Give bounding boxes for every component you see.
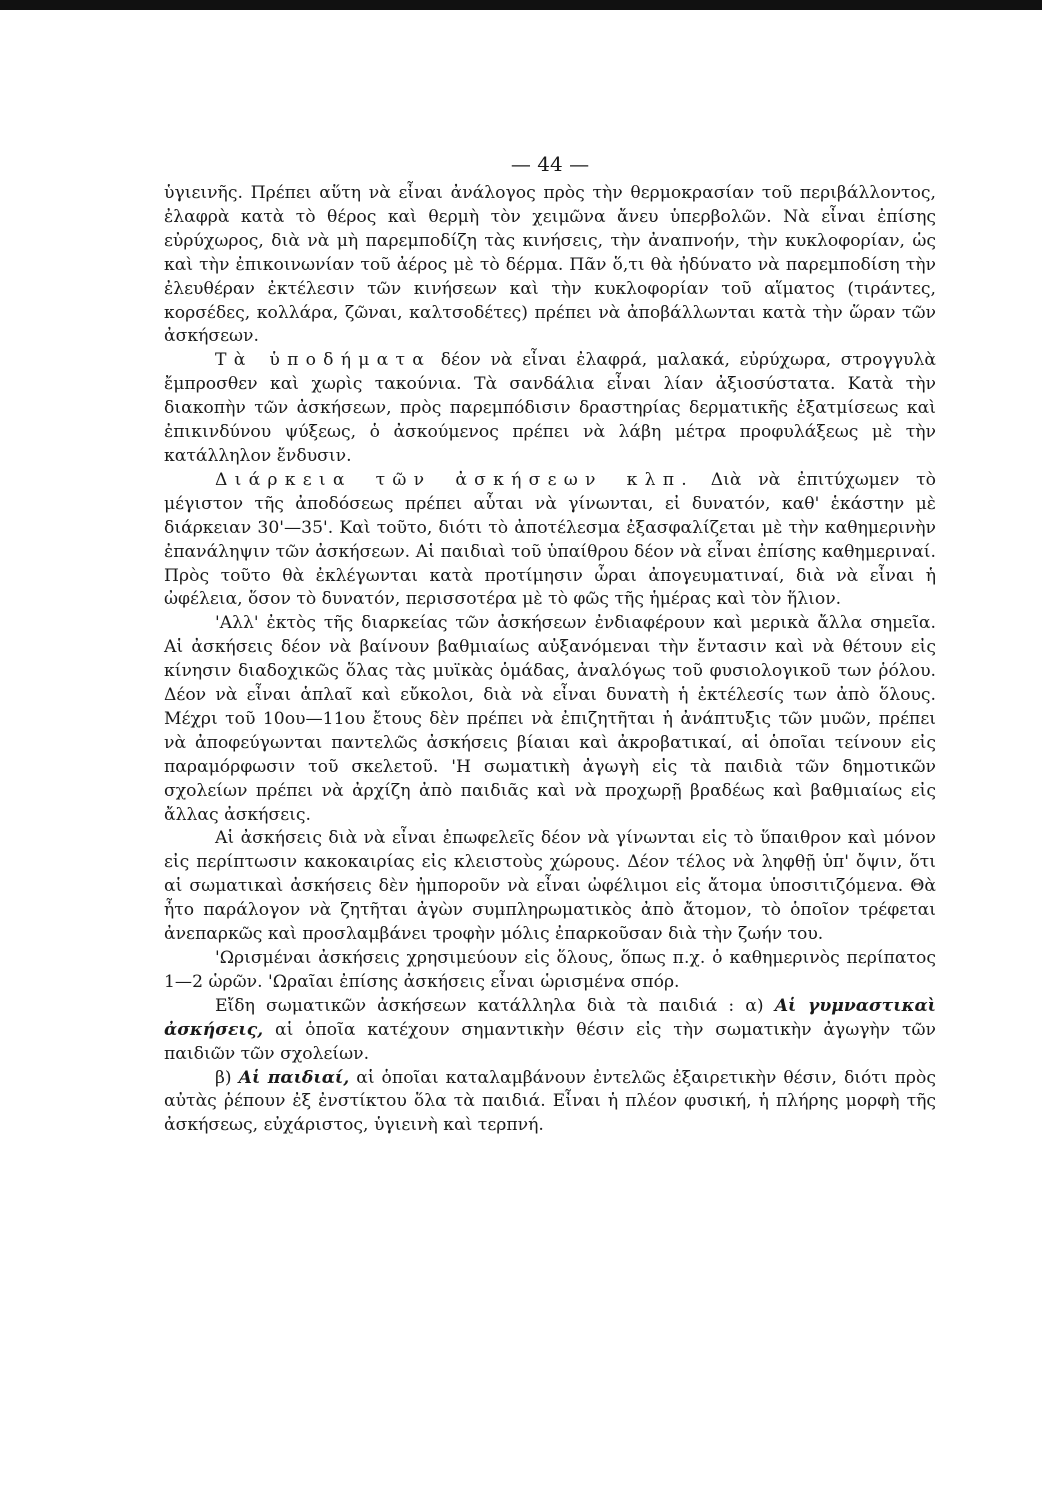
- paragraph-exercise-types-intro: Εἴδη σωματικῶν ἀσκήσεων κατάλληλα διὰ τὰ παιδιά : α): [215, 995, 775, 1016]
- paragraph-outdoors: Αἱ ἀσκήσεις διὰ νὰ εἶναι ἐπωφελεῖς δέον νὰ γίνωνται εἰς τὸ ὕπαιθρον καὶ μόνον εἰς περίπτωσιν κακοκαιρίας εἰς κλειστοὺς χώρους. Δέον τέλος νὰ ληφθῇ ὑπ' ὄψιν, ὅτι αἱ σωματικαὶ ἀσκήσεις δὲν ἠμποροῦν νὰ εἶναι ὠφέλιμοι εἰς ἄτομα ὑποσιτιζόμενα. Θὰ ἦτο παράλογον νὰ ζητῆται ἀγὼν συμπληρωματικὸς ἀπὸ ἄτομον, τὸ ὁποῖον τρέφεται ἀνεπαρκῶς καὶ προσλαμβάνει τροφὴν μόλις ἐπαρκοῦσαν διὰ τὴν ζωήν του.: [164, 828, 936, 945]
- paragraph-exercise-types-text: αἱ ὁποῖα κατέχουν σημαντικὴν θέσιν εἰς τὴν σωματικὴν ἀγωγὴν τῶν παιδιῶν τῶν σχολείων.: [164, 1019, 936, 1064]
- paragraph-duration-text: Διὰ νὰ ἐπιτύχωμεν τὸ μέγιστον τῆς ἀποδόσεως πρέπει αὗται νὰ γίνωνται, εἰ δυνατόν, καθ' ἑκάστην μὲ διάρκειαν 30'—35'. Καὶ τοῦτο, διότι τὸ ἀποτέλεσμα ἐξασφαλίζεται μὲ τὴν καθημερινὴν ἐπανάληψιν τῶν ἀσκήσεων. Αἱ παιδιαὶ τοῦ ὑπαίθρου δέον νὰ εἶναι ἐπίσης καθημεριναί. Πρὸς τοῦτο θὰ ἐκλέγωνται κατὰ προτίμησιν ὧραι ἀπογευματιναί, διὰ νὰ εἶναι ἡ ὠφέλεια, ὅσον τὸ δυνατόν, περισσοτέρα μὲ τὸ φῶς τῆς ἡμέρας καὶ τὸν ἥλιον.: [164, 469, 936, 610]
- term-duration: Διάρκεια τῶν ἀσκήσεων κλπ.: [215, 469, 694, 490]
- scan-top-border: [0, 0, 1042, 10]
- term-gymnastic-exercises: Αἱ γυμναστικαὶ ἀσκήσεις,: [164, 995, 936, 1040]
- paragraph-exercise-types: [164, 995, 936, 1067]
- paragraph-games-marker: β): [215, 1067, 239, 1088]
- term-games: Αἱ παιδιαί,: [238, 1067, 350, 1088]
- page-number: — 44 —: [510, 152, 590, 176]
- paragraph-duration: [164, 469, 936, 612]
- paragraph-games: [164, 1067, 936, 1139]
- paragraph-clothing: ὑγιεινῆς. Πρέπει αὕτη νὰ εἶναι ἀνάλογος πρὸς τὴν θερμοκρασίαν τοῦ περιβάλλοντος, ἐλαφρὰ κατὰ τὸ θέρος καὶ θερμὴ τὸν χειμῶνα ἄνευ ὑπερβολῶν. Νὰ εἶναι ἐπίσης εὐρύχωρος, διὰ νὰ μὴ παρεμποδίζη τὰς κινήσεις, τὴν ἀναπνοήν, τὴν κυκλοφορίαν, ὡς καὶ τὴν ἐπικοινωνίαν τοῦ ἀέρος μὲ τὸ δέρμα. Πᾶν ὅ,τι θὰ ἠδύνατο νὰ παρεμποδίση τὴν ἐλευθέραν ἐκτέλεσιν τῶν κινήσεων καὶ τὴν κυκλοφορίαν τοῦ αἵματος (τιράντες, κορσέδες, κολλάρα, ζῶναι, καλτσοδέτες) πρέπει νὰ ἀποβάλλωνται κατὰ τὴν ὥραν τῶν ἀσκήσεων.: [164, 183, 936, 347]
- paragraph-footwear: [164, 349, 936, 469]
- paragraph-footwear-text: δέον νὰ εἶναι ἐλαφρά, μαλακά, εὐρύχωρα, στρογγυλὰ ἔμπροσθεν καὶ χωρὶς τακούνια. Τὰ σανδάλια εἶναι λίαν ἀξιοσύστατα. Κατὰ τὴν διακοπὴν τῶν ἀσκήσεων, πρὸς παρεμπόδισιν δραστηρίας δερματικῆς ἐξατμίσεως καὶ ἐπικινδύνου ψύξεως, ὁ ἀσκούμενος πρέπει νὰ λάβη μέτρα προφυλάξεως μὲ τὴν κατάλληλον ἔνδυσιν.: [164, 350, 936, 466]
- paragraph-daily-walk: 'Ωρισμέναι ἀσκήσεις χρησιμεύουν εἰς ὅλους, ὅπως π.χ. ὁ καθημερινὸς περίπατος 1—2 ὡρῶν. 'Ωραῖαι ἐπίσης ἀσκήσεις εἶναι ὡρισμένα σπόρ.: [164, 948, 936, 992]
- page-body: [164, 182, 936, 1138]
- paragraph-games-text: αἱ ὁποῖαι καταλαμβάνουν ἐντελῶς ἐξαιρετικὴν θέσιν, διότι πρὸς αὐτὰς ῥέπουν ἐξ ἐνστίκτου ὅλα τὰ παιδιά. Εἶναι ἡ πλέον φυσική, ἡ πλήρης μορφὴ τῆς ἀσκήσεως, εὐχάριστος, ὑγιεινὴ καὶ τερπνή.: [164, 1067, 936, 1136]
- paragraph-other-points: 'Αλλ' ἐκτὸς τῆς διαρκείας τῶν ἀσκήσεων ἐνδιαφέρουν καὶ μερικὰ ἄλλα σημεῖα. Αἱ ἀσκήσεις δέον νὰ βαίνουν βαθμιαίως αὐξανόμεναι τὴν ἔντασιν καὶ νὰ θέτουν εἰς κίνησιν διαδοχικῶς ὅλας τὰς μυϊκὰς ὁμάδας, ἀναλόγως τοῦ φυσιολογικοῦ των ῥόλου. Δέον νὰ εἶναι ἁπλαῖ καὶ εὔκολοι, διὰ νὰ εἶναι δυνατὴ ἡ ἐκτέλεσίς των ἀπὸ ὅλους. Μέχρι τοῦ 10ου—11ου ἔτους δὲν πρέπει νὰ ἐπιζητῆται ἡ ἀνάπτυξις τῶν μυῶν, πρέπει νὰ ἀποφεύγωνται παντελῶς ἀσκήσεις βίαιαι καὶ ἀκροβατικαί, αἱ ὁποῖαι τείνουν εἰς παραμόρφωσιν τοῦ σκελετοῦ. 'Η σωματικὴ ἀγωγὴ εἰς τὰ παιδιὰ τῶν δημοτικῶν σχολείων πρέπει νὰ ἀρχίζη ἀπὸ παιδιᾶς καὶ νὰ προχωρῇ βραδέως καὶ βαθμιαίως εἰς ἄλλας ἀσκήσεις.: [164, 613, 936, 825]
- term-footwear: Τὰ ὑποδήματα: [215, 350, 432, 371]
